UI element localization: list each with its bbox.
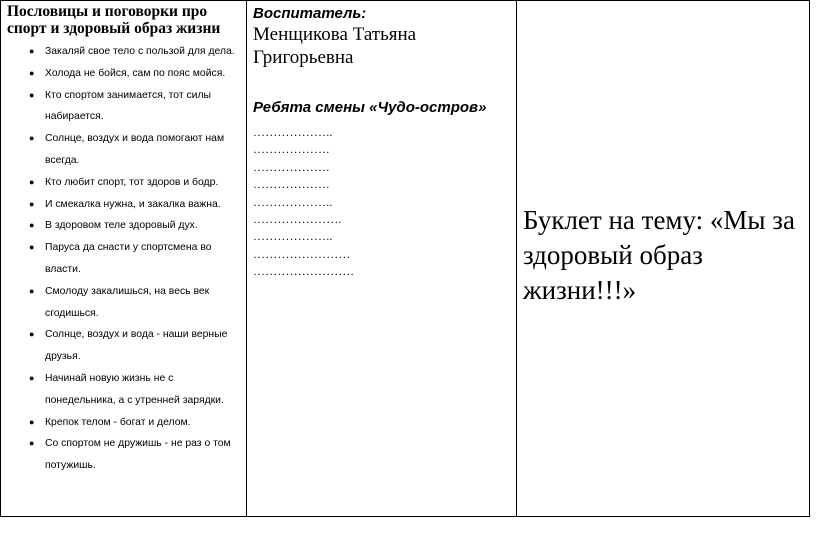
proverb-line — [7, 215, 242, 237]
proverb-text: Закаляй свое тело с пользой для дела. — [45, 46, 235, 57]
name-placeholder-line: ……………….. — [253, 194, 333, 209]
name-placeholder-line: ……………………. — [253, 264, 354, 279]
bullet-icon: ● — [29, 198, 35, 209]
proverb-text: сгодишься. — [45, 307, 99, 319]
participants-column — [247, 1, 517, 516]
teacher-label: Воспитатель: — [253, 5, 367, 22]
proverb-line — [7, 303, 242, 325]
proverb-text: Со спортом не дружишь - не раз о том — [45, 438, 231, 450]
name-placeholder-line: ……………….. — [253, 229, 333, 244]
proverb-line — [7, 412, 242, 434]
kids-label: Ребята смены «Чудо-остров» — [253, 99, 487, 116]
proverb-line — [7, 390, 242, 412]
proverb-text: всегда. — [45, 154, 80, 166]
proverb-line — [7, 346, 242, 368]
bullet-icon: ● — [29, 89, 35, 100]
proverb-line — [7, 172, 242, 194]
proverb-line — [7, 194, 242, 216]
name-placeholder-line: ……………….. — [253, 125, 333, 139]
proverb-line — [7, 324, 242, 346]
proverb-line — [7, 259, 242, 281]
proverb-text: Начинай новую жизнь не с — [45, 372, 174, 384]
name-placeholder-line: …………………… — [253, 246, 351, 261]
proverb-text: Солнце, воздух и вода помогают нам — [45, 133, 225, 145]
proverb-text: набирается. — [45, 111, 104, 123]
proverb-line — [7, 63, 242, 85]
proverb-line — [7, 85, 242, 107]
proverb-line — [7, 237, 242, 259]
proverb-text: потужишь. — [45, 460, 96, 472]
name-placeholder-line: ………………. — [253, 159, 330, 174]
proverb-line — [7, 41, 242, 63]
proverb-text: Холода не бойся, сам по пояс мойся. — [45, 67, 226, 79]
bullet-icon: ● — [29, 416, 35, 427]
bullet-icon: ● — [29, 285, 35, 296]
proverbs-list — [7, 41, 242, 477]
booklet-title: Буклет на тему: «Мы за здоровый образ жизни!!!» — [523, 205, 795, 305]
proverb-text: власти. — [45, 263, 81, 275]
proverb-text: друзья. — [45, 351, 81, 363]
proverb-text: И смекалка нужна, и закалка важна. — [45, 198, 221, 210]
proverbs-title: Пословицы и поговорки про спорт и здоровый образ жизни — [7, 3, 221, 37]
proverb-text: Кто любит спорт, тот здоров и бодр. — [45, 176, 219, 188]
name-placeholder-line: …………………. — [253, 212, 342, 227]
bullet-icon: ● — [29, 133, 35, 144]
bullet-icon: ● — [29, 67, 35, 78]
name-placeholder-line: ………………. — [253, 142, 330, 157]
proverb-line — [7, 128, 242, 150]
bullet-icon: ● — [29, 372, 35, 383]
proverb-text: Кто спортом занимается, тот силы — [45, 89, 212, 101]
teacher-name: Менщикова Татьяна Григорьевна — [253, 24, 417, 68]
proverb-text: Смолоду закалишься, на весь век — [45, 285, 210, 297]
bullet-icon: ● — [29, 329, 35, 340]
bullet-icon: ● — [29, 46, 35, 56]
name-placeholder-lines — [253, 124, 510, 281]
proverbs-column — [1, 1, 247, 516]
proverb-text: Паруса да снасти у спортсмена во — [45, 242, 212, 254]
bullet-icon: ● — [29, 176, 35, 187]
bullet-icon: ● — [29, 438, 35, 449]
bullet-icon: ● — [29, 242, 35, 253]
proverb-line — [7, 455, 242, 477]
proverb-line — [7, 150, 242, 172]
proverb-text: Солнце, воздух и вода - наши верные — [45, 329, 228, 341]
proverb-line — [7, 281, 242, 303]
proverb-line — [7, 106, 242, 128]
proverb-text: В здоровом теле здоровый дух. — [45, 220, 198, 232]
title-column — [517, 1, 809, 516]
proverb-text: Крепок телом - богат и делом. — [45, 416, 191, 428]
proverb-line — [7, 368, 242, 390]
proverb-text: понедельника, а с утренней зарядки. — [45, 394, 224, 406]
bullet-icon: ● — [29, 220, 35, 231]
proverb-line — [7, 433, 242, 455]
name-placeholder-line: ………………. — [253, 177, 330, 192]
